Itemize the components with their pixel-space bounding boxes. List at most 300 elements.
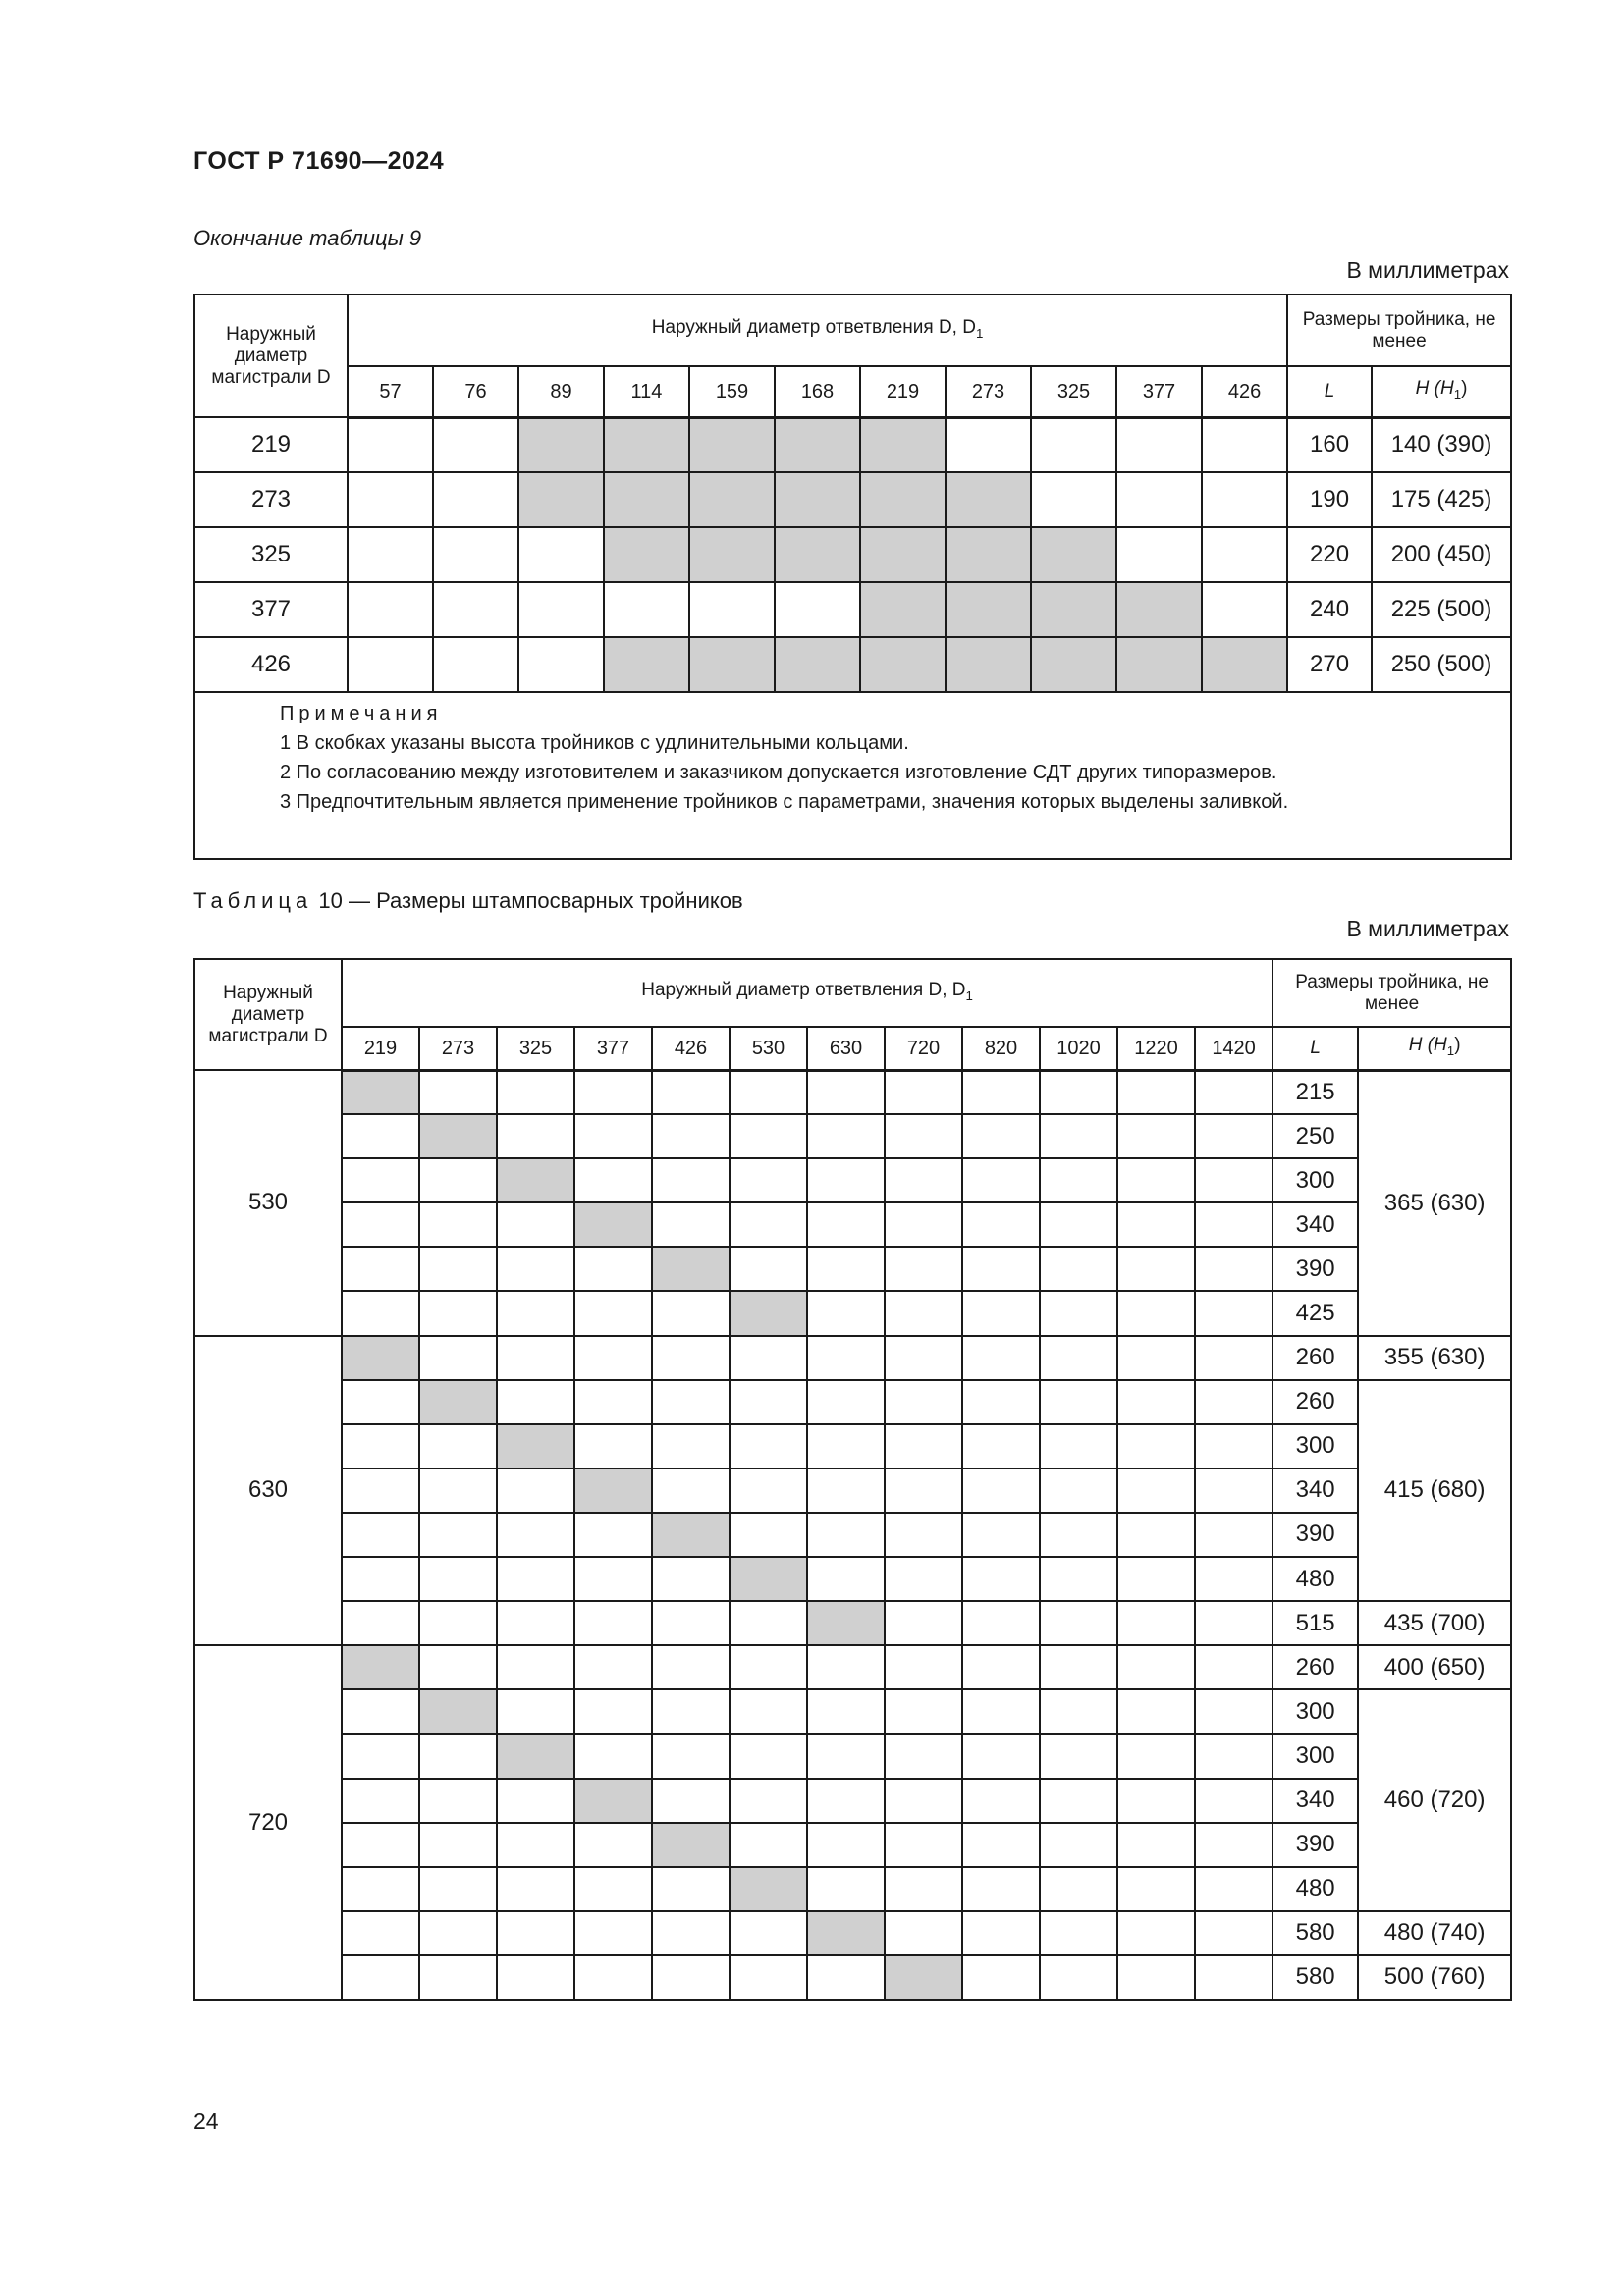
size-cell <box>807 1734 885 1778</box>
preferred-size-cell <box>807 1911 885 1955</box>
size-cell <box>962 1601 1040 1645</box>
size-cell <box>1202 472 1287 527</box>
table10-subheader-row <box>194 1027 1511 1070</box>
table9-branch-size-header: 377 <box>1116 366 1202 417</box>
table10 <box>193 958 1512 2001</box>
height-cell: 175 (425) <box>1372 472 1511 527</box>
size-cell <box>518 527 604 582</box>
size-cell <box>1195 1779 1272 1823</box>
table-row <box>194 1247 1511 1291</box>
table-row <box>194 527 1511 582</box>
table10-branch-size-header: 377 <box>574 1027 652 1070</box>
size-cell <box>348 637 433 692</box>
size-cell <box>807 1247 885 1291</box>
size-cell <box>962 1202 1040 1247</box>
size-cell <box>1040 1158 1117 1202</box>
preferred-size-cell <box>497 1158 574 1202</box>
preferred-size-cell <box>1031 527 1116 582</box>
size-cell <box>497 1070 574 1114</box>
table9-branch-size-header: 168 <box>775 366 860 417</box>
preferred-size-cell <box>652 1823 730 1867</box>
length-cell: 480 <box>1272 1557 1358 1601</box>
size-cell <box>962 1867 1040 1911</box>
size-cell <box>419 1513 497 1557</box>
size-cell <box>1195 1513 1272 1557</box>
table10-branch-size-header: 1020 <box>1040 1027 1117 1070</box>
size-cell <box>342 1601 419 1645</box>
size-cell <box>342 1291 419 1335</box>
note-item: 3 Предпочтительным является применение тройников с параметрами, значения которых выделены заливкой. <box>280 791 1289 813</box>
preferred-size-cell <box>342 1336 419 1380</box>
size-cell <box>419 1601 497 1645</box>
table10-branch-size-header: 273 <box>419 1027 497 1070</box>
height-cell: 415 (680) <box>1358 1380 1511 1601</box>
notes-row <box>194 692 1511 859</box>
size-cell <box>962 1779 1040 1823</box>
table10-branch-size-header: 219 <box>342 1027 419 1070</box>
main-diameter-cell: 273 <box>194 472 348 527</box>
table9 <box>193 294 1512 860</box>
size-cell <box>1195 1955 1272 2000</box>
length-cell: 250 <box>1272 1114 1358 1158</box>
size-cell <box>1040 1291 1117 1335</box>
size-cell <box>419 1955 497 2000</box>
size-cell <box>885 1867 962 1911</box>
size-cell <box>1117 1513 1195 1557</box>
size-cell <box>574 1557 652 1601</box>
table-row <box>194 1424 1511 1468</box>
size-cell <box>1116 527 1202 582</box>
size-cell <box>574 1158 652 1202</box>
length-cell: 260 <box>1272 1380 1358 1424</box>
size-cell <box>1031 417 1116 472</box>
size-cell <box>1117 1114 1195 1158</box>
notes-title: Примечания <box>280 703 443 724</box>
size-cell <box>1195 1158 1272 1202</box>
size-cell <box>962 1291 1040 1335</box>
table-row <box>194 637 1511 692</box>
size-cell <box>1040 1557 1117 1601</box>
size-cell <box>885 1823 962 1867</box>
preferred-size-cell <box>775 527 860 582</box>
size-cell <box>652 1468 730 1513</box>
size-cell <box>652 1291 730 1335</box>
height-cell: 435 (700) <box>1358 1601 1511 1645</box>
size-cell <box>574 1689 652 1734</box>
size-cell <box>419 1911 497 1955</box>
preferred-size-cell <box>497 1734 574 1778</box>
size-cell <box>348 417 433 472</box>
size-cell <box>652 1911 730 1955</box>
main-diameter-cell: 720 <box>194 1645 342 2000</box>
size-cell <box>342 1513 419 1557</box>
size-cell <box>574 1336 652 1380</box>
size-cell <box>1040 1779 1117 1823</box>
size-cell <box>604 582 689 637</box>
table-row <box>194 1911 1511 1955</box>
size-cell <box>730 1070 807 1114</box>
size-cell <box>730 1911 807 1955</box>
size-cell <box>342 1779 419 1823</box>
table9-body <box>194 417 1511 859</box>
size-cell <box>885 1424 962 1468</box>
preferred-size-cell <box>604 527 689 582</box>
table10-header-tee-sizes: Размеры тройника, не менее <box>1272 959 1511 1027</box>
preferred-size-cell <box>419 1689 497 1734</box>
size-cell <box>497 1645 574 1689</box>
height-cell: 460 (720) <box>1358 1689 1511 1910</box>
size-cell <box>807 1468 885 1513</box>
main-diameter-cell: 325 <box>194 527 348 582</box>
size-cell <box>807 1867 885 1911</box>
size-cell <box>885 1202 962 1247</box>
preferred-size-cell <box>946 637 1031 692</box>
length-cell: 425 <box>1272 1291 1358 1335</box>
size-cell <box>419 1070 497 1114</box>
size-cell <box>652 1689 730 1734</box>
size-cell <box>1040 1734 1117 1778</box>
preferred-size-cell <box>946 472 1031 527</box>
size-cell <box>885 1645 962 1689</box>
table-row <box>194 1336 1511 1380</box>
size-cell <box>962 1247 1040 1291</box>
size-cell <box>342 1955 419 2000</box>
preferred-size-cell <box>775 637 860 692</box>
size-cell <box>419 1291 497 1335</box>
size-cell <box>652 1336 730 1380</box>
table10-branch-size-header: 720 <box>885 1027 962 1070</box>
height-cell: 365 (630) <box>1358 1070 1511 1336</box>
table10-header-main-diameter: Наружный диаметр магистрали D <box>194 959 342 1070</box>
size-cell <box>807 1380 885 1424</box>
height-cell: 225 (500) <box>1372 582 1511 637</box>
preferred-size-cell <box>946 582 1031 637</box>
table-row <box>194 1734 1511 1778</box>
length-cell: 515 <box>1272 1601 1358 1645</box>
table10-branch-size-header: 1220 <box>1117 1027 1195 1070</box>
preferred-size-cell <box>419 1114 497 1158</box>
size-cell <box>342 1114 419 1158</box>
size-cell <box>1195 1468 1272 1513</box>
size-cell <box>1116 472 1202 527</box>
length-cell: 270 <box>1287 637 1372 692</box>
size-cell <box>1117 1336 1195 1380</box>
length-cell: 300 <box>1272 1734 1358 1778</box>
size-cell <box>342 1823 419 1867</box>
size-cell <box>730 1336 807 1380</box>
size-cell <box>885 1291 962 1335</box>
size-cell <box>342 1380 419 1424</box>
size-cell <box>807 1955 885 2000</box>
table10-header-H: H $(H_1)$ <box>1358 1027 1511 1070</box>
size-cell <box>497 1468 574 1513</box>
size-cell <box>962 1689 1040 1734</box>
size-cell <box>1117 1247 1195 1291</box>
preferred-size-cell <box>689 637 775 692</box>
table10-body <box>194 1070 1511 2000</box>
preferred-size-cell <box>574 1202 652 1247</box>
size-cell <box>885 1380 962 1424</box>
length-cell: 260 <box>1272 1645 1358 1689</box>
size-cell <box>807 1645 885 1689</box>
table10-branch-size-header: 820 <box>962 1027 1040 1070</box>
size-cell <box>1117 1380 1195 1424</box>
size-cell <box>730 1645 807 1689</box>
size-cell <box>807 1158 885 1202</box>
size-cell <box>574 1070 652 1114</box>
size-cell <box>807 1779 885 1823</box>
size-cell <box>1040 1380 1117 1424</box>
size-cell <box>574 1424 652 1468</box>
table-row <box>194 1202 1511 1247</box>
size-cell <box>885 1779 962 1823</box>
size-cell <box>497 1689 574 1734</box>
preferred-size-cell <box>419 1380 497 1424</box>
size-cell <box>730 1424 807 1468</box>
size-cell <box>885 1468 962 1513</box>
main-diameter-cell: 630 <box>194 1336 342 1646</box>
size-cell <box>342 1468 419 1513</box>
size-cell <box>497 1336 574 1380</box>
size-cell <box>419 1158 497 1202</box>
size-cell <box>419 1557 497 1601</box>
size-cell <box>807 1291 885 1335</box>
table10-branch-size-header: 530 <box>730 1027 807 1070</box>
size-cell <box>962 1336 1040 1380</box>
preferred-size-cell <box>1031 582 1116 637</box>
height-cell: 200 (450) <box>1372 527 1511 582</box>
length-cell: 220 <box>1287 527 1372 582</box>
size-cell <box>807 1202 885 1247</box>
size-cell <box>730 1380 807 1424</box>
size-cell <box>1040 1955 1117 2000</box>
size-cell <box>730 1823 807 1867</box>
size-cell <box>1117 1601 1195 1645</box>
table9-branch-size-header: 159 <box>689 366 775 417</box>
preferred-size-cell <box>604 472 689 527</box>
size-cell <box>1040 1911 1117 1955</box>
size-cell <box>1040 1468 1117 1513</box>
size-cell <box>885 1336 962 1380</box>
size-cell <box>497 1114 574 1158</box>
length-cell: 340 <box>1272 1779 1358 1823</box>
table10-unit-note: В миллиметрах <box>1346 916 1509 941</box>
size-cell <box>885 1114 962 1158</box>
size-cell <box>1040 1114 1117 1158</box>
size-cell <box>962 1114 1040 1158</box>
table9-branch-size-header: 89 <box>518 366 604 417</box>
size-cell <box>962 1734 1040 1778</box>
table10-caption-label: Таблица <box>193 888 313 913</box>
size-cell <box>574 1645 652 1689</box>
preferred-size-cell <box>689 472 775 527</box>
table-row <box>194 1513 1511 1557</box>
size-cell <box>962 1645 1040 1689</box>
size-cell <box>730 1689 807 1734</box>
size-cell <box>1040 1247 1117 1291</box>
preferred-size-cell <box>518 417 604 472</box>
size-cell <box>419 1468 497 1513</box>
size-cell <box>652 1734 730 1778</box>
height-cell: 140 (390) <box>1372 417 1511 472</box>
length-cell: 340 <box>1272 1468 1358 1513</box>
size-cell <box>1040 1202 1117 1247</box>
size-cell <box>342 1689 419 1734</box>
size-cell <box>419 1247 497 1291</box>
size-cell <box>1117 1867 1195 1911</box>
size-cell <box>1195 1114 1272 1158</box>
table10-branch-size-header: 630 <box>807 1027 885 1070</box>
size-cell <box>885 1158 962 1202</box>
table10-caption <box>193 888 743 914</box>
size-cell <box>962 1955 1040 2000</box>
preferred-size-cell <box>604 637 689 692</box>
size-cell <box>962 1557 1040 1601</box>
size-cell <box>962 1424 1040 1468</box>
table9-header-tee-sizes: Размеры тройника, не менее <box>1287 294 1511 366</box>
size-cell <box>807 1557 885 1601</box>
table-row <box>194 1645 1511 1689</box>
main-diameter-cell: 219 <box>194 417 348 472</box>
length-cell: 160 <box>1287 417 1372 472</box>
size-cell <box>1117 1291 1195 1335</box>
length-cell: 300 <box>1272 1158 1358 1202</box>
size-cell <box>885 1911 962 1955</box>
table-row <box>194 1779 1511 1823</box>
size-cell <box>807 1070 885 1114</box>
size-cell <box>730 1468 807 1513</box>
size-cell <box>574 1247 652 1291</box>
size-cell <box>1195 1380 1272 1424</box>
length-cell: 390 <box>1272 1247 1358 1291</box>
size-cell <box>1195 1734 1272 1778</box>
table9-branch-size-header: 273 <box>946 366 1031 417</box>
preferred-size-cell <box>860 472 946 527</box>
size-cell <box>1117 1823 1195 1867</box>
size-cell <box>342 1247 419 1291</box>
size-cell <box>807 1513 885 1557</box>
size-cell <box>885 1557 962 1601</box>
size-cell <box>885 1601 962 1645</box>
preferred-size-cell <box>574 1468 652 1513</box>
size-cell <box>419 1645 497 1689</box>
main-diameter-cell: 530 <box>194 1070 342 1336</box>
size-cell <box>1195 1070 1272 1114</box>
size-cell <box>433 417 518 472</box>
notes-cell <box>194 692 1511 859</box>
length-cell: 300 <box>1272 1424 1358 1468</box>
size-cell <box>1117 1689 1195 1734</box>
main-diameter-cell: 377 <box>194 582 348 637</box>
size-cell <box>652 1202 730 1247</box>
length-cell: 260 <box>1272 1336 1358 1380</box>
size-cell <box>1195 1291 1272 1335</box>
size-cell <box>730 1601 807 1645</box>
preferred-size-cell <box>652 1513 730 1557</box>
table9-header-L: L <box>1287 366 1372 417</box>
length-cell: 580 <box>1272 1911 1358 1955</box>
table-row <box>194 1867 1511 1911</box>
size-cell <box>342 1158 419 1202</box>
height-cell: 400 (650) <box>1358 1645 1511 1689</box>
size-cell <box>652 1867 730 1911</box>
size-cell <box>1040 1645 1117 1689</box>
length-cell: 240 <box>1287 582 1372 637</box>
size-cell <box>419 1823 497 1867</box>
preferred-size-cell <box>730 1557 807 1601</box>
size-cell <box>807 1114 885 1158</box>
table-row <box>194 1955 1511 2000</box>
table9-branch-size-header: 219 <box>860 366 946 417</box>
size-cell <box>419 1867 497 1911</box>
size-cell <box>497 1202 574 1247</box>
size-cell <box>885 1513 962 1557</box>
note-item: 1 В скобках указаны высота тройников с удлинительными кольцами. <box>280 732 909 754</box>
size-cell <box>497 1247 574 1291</box>
preferred-size-cell <box>497 1424 574 1468</box>
preferred-size-cell <box>1202 637 1287 692</box>
size-cell <box>689 582 775 637</box>
size-cell <box>574 1380 652 1424</box>
preferred-size-cell <box>885 1955 962 2000</box>
size-cell <box>652 1779 730 1823</box>
size-cell <box>497 1380 574 1424</box>
preferred-size-cell <box>730 1867 807 1911</box>
preferred-size-cell <box>342 1645 419 1689</box>
size-cell <box>652 1424 730 1468</box>
table9-branch-size-header: 426 <box>1202 366 1287 417</box>
preferred-size-cell <box>689 417 775 472</box>
size-cell <box>962 1513 1040 1557</box>
size-cell <box>885 1689 962 1734</box>
size-cell <box>730 1734 807 1778</box>
size-cell <box>348 527 433 582</box>
table9-branch-size-header: 76 <box>433 366 518 417</box>
table9-subheader-row <box>194 366 1511 417</box>
size-cell <box>1117 1734 1195 1778</box>
size-cell <box>497 1513 574 1557</box>
size-cell <box>574 1955 652 2000</box>
size-cell <box>433 472 518 527</box>
preferred-size-cell <box>775 417 860 472</box>
size-cell <box>1031 472 1116 527</box>
height-cell: 500 (760) <box>1358 1955 1511 2000</box>
table10-branch-size-header: 325 <box>497 1027 574 1070</box>
size-cell <box>1117 1911 1195 1955</box>
size-cell <box>574 1734 652 1778</box>
size-cell <box>1195 1424 1272 1468</box>
size-cell <box>1040 1424 1117 1468</box>
size-cell <box>433 637 518 692</box>
preferred-size-cell <box>1116 637 1202 692</box>
size-cell <box>730 1202 807 1247</box>
size-cell <box>419 1202 497 1247</box>
preferred-size-cell <box>860 582 946 637</box>
size-cell <box>1195 1557 1272 1601</box>
table-row <box>194 1823 1511 1867</box>
size-cell <box>1117 1468 1195 1513</box>
size-cell <box>1195 1911 1272 1955</box>
table10-header-branch-diameter: Наружный диаметр ответвления D, $D_1$ <box>342 959 1272 1027</box>
size-cell <box>1202 527 1287 582</box>
size-cell <box>652 1158 730 1202</box>
size-cell <box>433 527 518 582</box>
size-cell <box>348 472 433 527</box>
table9-header-main-diameter: Наружный диаметр магистрали D <box>194 294 348 417</box>
size-cell <box>497 1823 574 1867</box>
height-cell: 480 (740) <box>1358 1911 1511 1955</box>
table-row <box>194 472 1511 527</box>
